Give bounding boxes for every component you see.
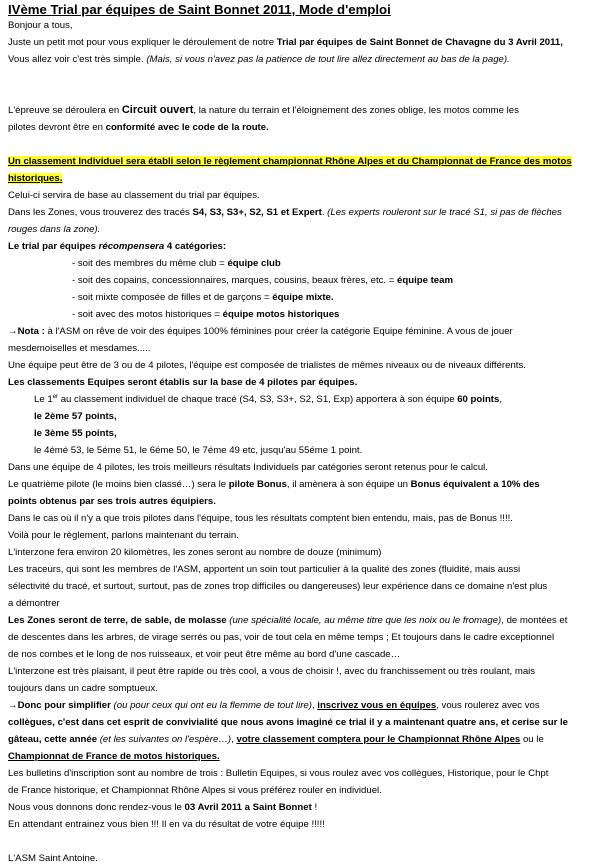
categorie-club: - soit des membres du même club = équipe club: [72, 258, 281, 269]
plaisant-line-1: L'interzone est très plaisant, il peut être rapide ou très cool, a vous de choisir !, avec du franchissement ou très roulant, mais: [8, 666, 536, 677]
collegues-line: collègues, c'est dans cet esprit de convivialité que nous avons imaginé ce trial il y a maintenant quatre ans, et cerise sur le: [8, 717, 568, 728]
epreuve-line-1: L'épreuve se déroulera en Circuit ouvert, la nature du terrain et l'éloignement des zones oblige, les motos comme les: [8, 104, 519, 116]
zones-line-1: Dans les Zones, vous trouverez des tracés S4, S3, S3+, S2, S1 et Expert. (Les experts rouleront sur le tracé S1, si pas de flèches: [8, 207, 562, 218]
classement-highlight-1: Un classement Individuel sera établi selon le règlement championnat Rhône Alpes et du Championnat de France des motos: [8, 156, 572, 167]
traceurs-line-2: sélectivité du tracé, et surtout, surtout, pas de zones trop difficiles ou dangereuses) leur expérience dans ce domaine n'est plus: [8, 581, 548, 592]
points-line-3: le 3ème 55 points,: [34, 428, 117, 439]
traceurs-line-3: a démontrer: [8, 598, 60, 609]
epreuve-line-2: pilotes devront être en conformité avec le code de la route.: [8, 122, 269, 133]
gateau-line: gâteau, cette année (et les suivantes on l'espère…), votre classement comptera pour le Championnat Rhône Alpes ou le: [8, 734, 544, 745]
composition-line: Une équipe peut être de 3 ou de 4 pilotes, l'équipe est composée de trialistes de mêmes niveaux ou de niveaux différents.: [8, 360, 526, 371]
points-line-1: Le 1er au classement individuel de chaque tracé (S4, S3, S3+, S2, S1, Exp) apportera à son équipe 60 points,: [34, 393, 503, 405]
entrainez-line: En attendant entrainez vous bien !!! Il en va du résultat de votre équipe !!!!!: [8, 819, 325, 830]
terrain-line-1: Les Zones seront de terre, de sable, de molasse (une spécialité locale, au même titre que les noix ou le fromage), de montées et: [8, 615, 568, 626]
categorie-historiques: - soit avec des motos historiques = équipe motos historiques: [72, 309, 340, 320]
donc-line: →Donc pour simplifier (ou pour ceux qui ont eu la flemme de tout lire), inscrivez vous en équipes, vous roulerez avec vos: [8, 700, 540, 711]
zones-line-2: rouges dans la zone).: [8, 224, 101, 235]
points-line-4: le 4émé 53, le 5éme 51, le 6éme 50, le 7éme 49 etc, jusqu'au 55éme 1 point.: [34, 445, 363, 456]
intro-line-2: Vous allez voir c'est très simple. (Mais, si vous n'avez pas la patience de tout lire allez directement au bas de la page).: [8, 54, 510, 65]
voila-line: Voilà pour le règlement, parlons maintenant du terrain.: [8, 530, 239, 541]
bonus-line-1: Le quatrième pilote (le moins bien classé…) sera le pilote Bonus, il amènera à son équipe un Bonus équivalent a 10% des: [8, 479, 540, 490]
trois-pilotes-line: Dans le cas où il n'y a que trois pilotes dans l'équipe, tous les résultats comptent bien entendu, mais, pas de Bonus !!!!.: [8, 513, 513, 524]
points-line-2: le 2ème 57 points,: [34, 411, 117, 422]
meilleurs-line: Dans une équipe de 4 pilotes, les trois meilleurs résultats Individuels par catégories seront retenus pour le calcul.: [8, 462, 488, 473]
document-title: IVème Trial par équipes de Saint Bonnet 2011, Mode d'emploi: [8, 2, 391, 17]
plaisant-line-2: toujours dans un cadre somptueux.: [8, 683, 158, 694]
nota-line-1: →Nota : à l'ASM on rêve de voir des équipes 100% féminines pour créer la catégorie Equipe féminine. A vous de jouer: [8, 326, 513, 337]
bulletins-line-1: Les bulletins d'inscription sont au nombre de trois : Bulletin Equipes, si vous roulez avec vos collègues, Historique, pour le Chpt: [8, 768, 549, 779]
categorie-team: - soit des copains, concessionnaires, marques, cousins, beaux frères, etc. = équipe team: [72, 275, 454, 286]
terrain-line-2: de descentes dans les arbres, de virage serrés ou pas, voir de tout cela en même temps ; Et toujours dans le cadre exceptionnel: [8, 632, 555, 643]
celuici-line: Celui-ci servira de base au classement du trial par équipes.: [8, 190, 260, 201]
bonus-line-2: points obtenus par ses trois autres équipiers.: [8, 496, 216, 507]
intro-line-1: Juste un petit mot pour vous expliquer le déroulement de notre Trial par équipes de Saint Bonnet de Chavagne du 3 Avril 2011,: [8, 37, 563, 48]
bulletins-line-2: de France historique, et Championnat Rhône Alpes si vous préférez rouler en individuel.: [8, 785, 382, 796]
classement-equipes-line: Les classements Equipes seront établis sur la base de 4 pilotes par équipes.: [8, 377, 358, 388]
greeting: Bonjour a tous,: [8, 20, 73, 31]
terrain-line-3: de nos combes et le long de nos ruisseaux, et voir peut être même au bord d'une cascade…: [8, 649, 401, 660]
recompense-line: Le trial par équipes récompensera 4 catégories:: [8, 241, 227, 252]
championnat-france-line: Championnat de France de motos historiques.: [8, 751, 220, 762]
categorie-mixte: - soit mixte composée de filles et de garçons = équipe mixte.: [72, 292, 334, 303]
interzone-line: L'interzone fera environ 20 kilomètres, les zones seront au nombre de douze (minimum): [8, 547, 382, 558]
classement-highlight-2: historiques.: [8, 173, 63, 184]
rendez-vous-line: Nous vous donnons donc rendez-vous le 03 Avril 2011 a Saint Bonnet !: [8, 802, 318, 813]
traceurs-line-1: Les traceurs, qui sont les membres de l'ASM, apportent un soin tout particulier à la qualité des zones (fluidité, mais aussi: [8, 564, 521, 575]
nota-line-2: mesdemoiselles et mesdames.....: [8, 343, 151, 354]
signature: L'ASM Saint Antoine.: [8, 853, 98, 864]
